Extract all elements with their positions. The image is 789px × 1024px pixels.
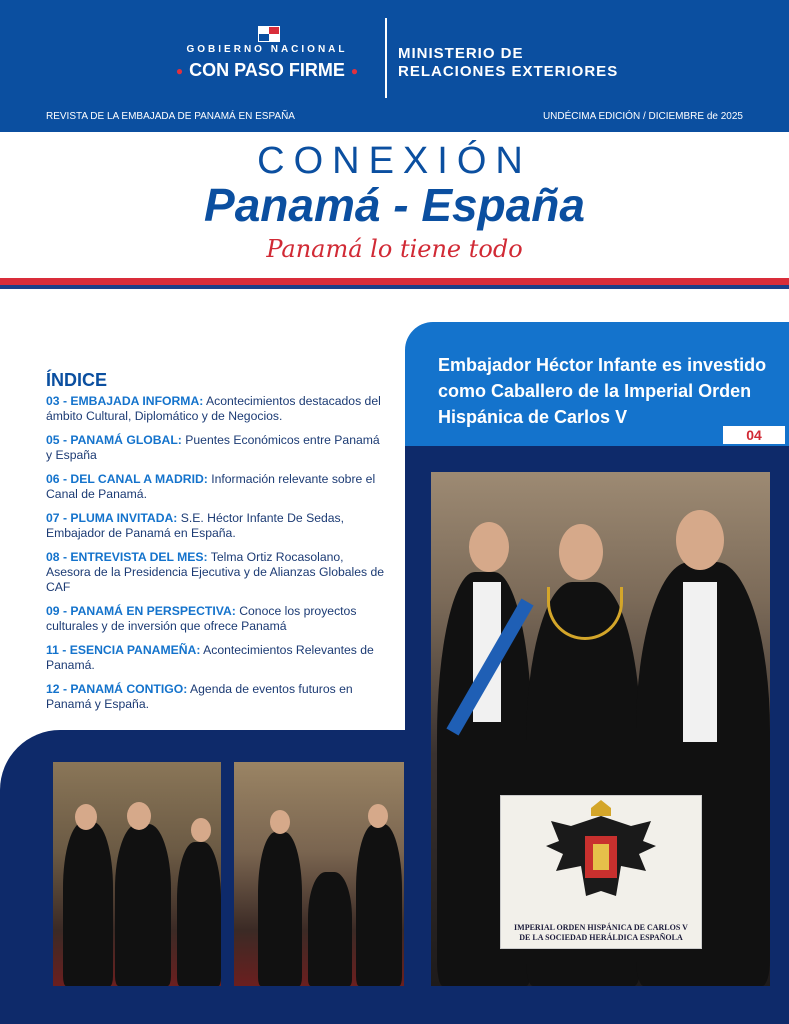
index-item[interactable]: 08 - ENTREVISTA DEL MES: Telma Ortiz Rocasolano, Asesora de la Presidencia Ejecutiva y de Alianzas Globales de CAF	[46, 550, 385, 594]
panama-flag-icon	[258, 26, 280, 42]
person-figure	[258, 832, 302, 986]
ceremony-photo-left	[53, 762, 221, 986]
order-emblem-card	[500, 795, 702, 949]
card-caption-line1: IMPERIAL ORDEN HISPÁNICA DE CARLOS V	[514, 923, 688, 932]
index-item[interactable]: 07 - PLUMA INVITADA: S.E. Héctor Infante De Sedas, Embajador de Panamá en España.	[46, 511, 345, 540]
person-figure	[63, 822, 113, 986]
feature-page-number: 04	[723, 426, 785, 444]
person-face	[469, 522, 509, 572]
magazine-name: REVISTA DE LA EMBAJADA DE PANAMÁ EN ESPAÑA	[46, 111, 295, 122]
red-divider	[0, 278, 789, 285]
ministry-line1: MINISTERIO DE	[398, 45, 524, 62]
masthead-title: Panamá - España	[204, 179, 585, 231]
person-figure	[356, 824, 402, 986]
header-divider	[385, 18, 387, 98]
gov-line1: GOBIERNO NACIONAL	[186, 44, 348, 55]
feature-title: Embajador Héctor Infante es investido como Caballero de la Imperial Orden Hispánica de Carlos V	[438, 355, 767, 427]
index-item[interactable]: 11 - ESENCIA PANAMEÑA: Acontecimientos Relevantes de Panamá.	[46, 643, 374, 672]
double-headed-eagle-icon	[501, 796, 701, 921]
person-figure	[177, 842, 221, 986]
person-face	[270, 810, 290, 834]
person-face	[191, 818, 211, 842]
ceremony-photo-right	[234, 762, 404, 986]
index-item[interactable]: 03 - EMBAJADA INFORMA: Acontecimientos destacados del ámbito Cultural, Diplomático y de Negocios.	[46, 394, 381, 423]
index-item[interactable]: 09 - PANAMÁ EN PERSPECTIVA: Conoce los proyectos culturales y de inversión que ofrece Panamá	[46, 604, 357, 633]
person-face	[559, 524, 603, 580]
person-face	[127, 802, 151, 830]
shirt	[683, 582, 717, 742]
person-figure	[308, 872, 352, 986]
gov-line2: ● CON PASO FIRME ●	[175, 60, 359, 80]
index-item[interactable]: 12 - PANAMÁ CONTIGO: Agenda de eventos futuros en Panamá y España.	[46, 682, 353, 711]
masthead-tagline: Panamá lo tiene todo	[266, 235, 523, 263]
person-face	[676, 510, 724, 570]
card-caption-line2: DE LA SOCIEDAD HERÁLDICA ESPAÑOLA	[519, 933, 683, 942]
edition-label: UNDÉCIMA EDICIÓN / DICIEMBRE de 2025	[542, 111, 743, 122]
person-figure	[115, 824, 171, 986]
header-band	[0, 0, 789, 132]
blue-divider	[0, 285, 789, 289]
ministry-line2: RELACIONES EXTERIORES	[398, 63, 619, 80]
index-item[interactable]: 06 - DEL CANAL A MADRID: Información relevante sobre el Canal de Panamá.	[46, 472, 376, 501]
index-title: ÍNDICE	[46, 370, 108, 390]
person-face	[368, 804, 388, 828]
masthead-top: CONEXIÓN	[257, 140, 532, 182]
person-face	[75, 804, 97, 830]
index-item[interactable]: 05 - PANAMÁ GLOBAL: Puentes Económicos entre Panamá y España	[46, 433, 380, 462]
index-list	[46, 394, 388, 721]
